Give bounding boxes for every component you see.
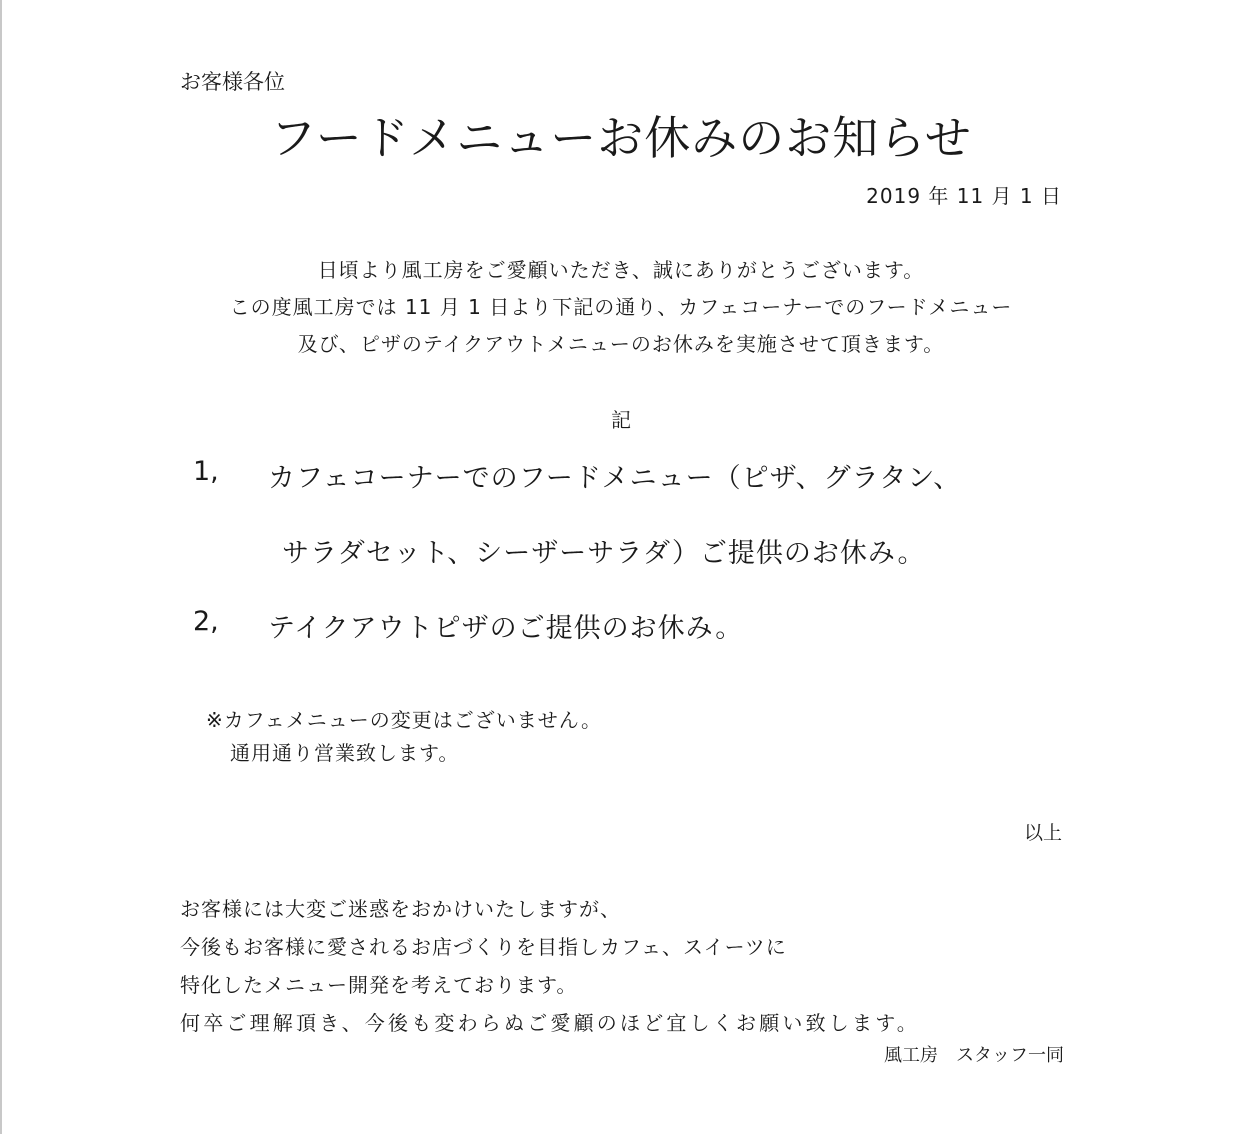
note-line: ※カフェメニューの変更はございません。 [206,708,602,732]
closing-line: 何卒ご理解頂き、今後も変わらぬご愛顧のほど宜しくお願い致します。 [180,1011,920,1035]
intro-line: この度風工房では 11 月 1 日より下記の通り、カフェコーナーでのフードメニュー [229,295,1013,319]
item-number: 2, [193,606,219,637]
intro-paragraph [0,252,1242,363]
item-text: テイクアウトピザのご提供のお休み。 [268,613,744,644]
note-line: 通用通り営業致します。 [230,741,460,765]
closing-paragraph [180,890,920,1042]
ijou-closing-mark: 以上 [1023,822,1062,844]
notice-title: フードメニューお休みのお知らせ [270,111,972,165]
signature: 風工房 スタッフ一同 [884,1045,1064,1066]
cafe-menu-note [206,704,602,770]
ki-heading: 記 [611,408,631,432]
item-text: カフェコーナーでのフードメニュー（ピザ、グラタン、 [268,463,962,494]
page-edge [0,0,2,1134]
item-text-continued: サラダセット、シーザーサラダ）ご提供のお休み。 [282,538,926,569]
closing-line: 特化したメニュー開発を考えております。 [180,973,578,997]
item-number: 1, [193,456,219,487]
notice-date: 2019 年 11 月 1 日 [866,184,1062,208]
closing-line: お客様には大変ご迷惑をおかけいたしますが、 [180,897,621,921]
intro-line: 日頃より風工房をご愛顧いただき、誠にありがとうございます。 [317,258,925,282]
salutation: お客様各位 [180,70,285,94]
closing-line: 今後もお客様に愛されるお店づくりを目指しカフェ、スイーツに [180,935,787,959]
intro-line: 及び、ピザのテイクアウトメニューのお休みを実施させて頂きます。 [297,332,945,356]
